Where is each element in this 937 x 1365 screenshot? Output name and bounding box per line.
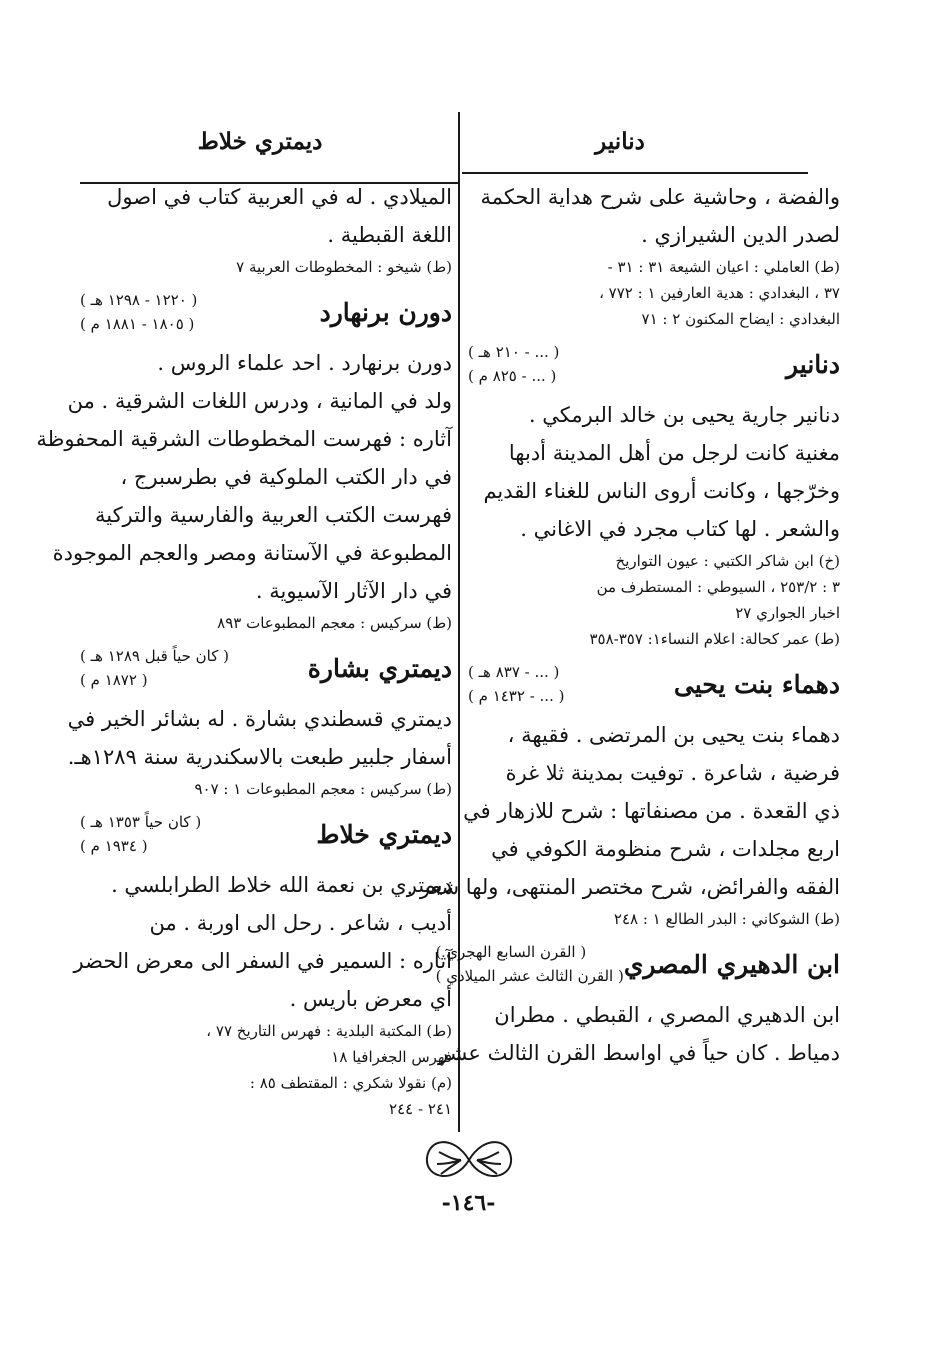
entry-name: ديمتري خلاط: [316, 819, 452, 849]
entry-dates: [468, 660, 564, 708]
gregorian-date: ( ١٩٣٤ م ): [80, 837, 148, 855]
text-line: أسفار جلبير طبعت بالاسكندرية سنة ١٢٨٩هـ.: [67, 745, 452, 769]
running-header-left: ديمتري خلاط: [197, 128, 323, 155]
gregorian-date: ( ١٨٧٢ م ): [80, 671, 148, 689]
text-line: فرضية ، شاعرة . توفيت بمدينة ثلا غرة: [505, 761, 840, 785]
right-column: [406, 178, 840, 1072]
entry-name: دورن برنهارد: [319, 297, 452, 327]
text-line: ديمتري قسطندي بشارة . له بشائر الخير في: [67, 707, 452, 731]
text-line: والفضة ، وحاشية على شرح هداية الحكمة: [480, 185, 840, 209]
text-line: ذي القعدة . من مصنفاتها : شرح للازهار في: [463, 799, 840, 823]
text-line: الفقه والفرائض، شرح مختصر المنتهى، ولها شعر .: [406, 875, 840, 899]
gregorian-date: ( القرن الثالث عشر الميلادي ): [435, 967, 624, 985]
text-line: اللغة القبطية .: [327, 223, 452, 247]
reference-line: ٣٧ ، البغدادي : هدية العارفين ١ : ٧٧٢ ،: [599, 284, 840, 302]
reference-line: فهرس الجغرافيا ١٨: [331, 1048, 452, 1066]
text-line: اربع مجلدات ، شرح منظومة الكوفي في: [491, 837, 840, 861]
text-line: مغنية كانت لرجل من أهل المدينة أدبها: [508, 441, 840, 465]
entry-heading: [468, 332, 840, 396]
text-line: أديب ، شاعر . رحل الى اوربة . من: [149, 911, 452, 935]
entry-heading: [468, 652, 840, 716]
reference-line: (خ) ابن شاكر الكتبي : عيون التواريخ: [615, 552, 840, 570]
hijri-date: ( ... - ٢١٠ هـ ): [468, 343, 560, 361]
entry-dates: [80, 288, 197, 336]
text-line: ابن الدهيري المصري ، القبطي . مطران: [494, 1003, 840, 1027]
entry-dates: [80, 810, 201, 858]
text-line: لصدر الدين الشيرازي .: [641, 223, 840, 247]
reference-line: (ط) العاملي : اعيان الشيعة ٣١ : ٣١ -: [607, 258, 840, 276]
text-line: الميلادي . له في العربية كتاب في اصول: [107, 185, 452, 209]
gregorian-date: ( ١٨٠٥ - ١٨٨١ م ): [80, 315, 195, 333]
text-line: دهماء بنت يحيى بن المرتضى . فقيهة ،: [507, 723, 840, 747]
text-line: آثاره : السمير في السفر الى معرض الحضر: [73, 949, 452, 973]
hijri-date: ( ١٢٢٠ - ١٢٩٨ هـ ): [80, 291, 198, 309]
reference-line: (ط) سركيس : معجم المطبوعات ٨٩٣: [217, 614, 452, 632]
entry-dates: [436, 940, 624, 988]
text-line: فهرست الكتب العربية والفارسية والتركية: [94, 503, 452, 527]
text-line: دمياط . كان حياً في اواسط القرن الثالث عشر: [438, 1041, 840, 1065]
header-rule-right: [462, 172, 808, 174]
entry-heading: [80, 802, 452, 866]
hijri-date: ( كان حياً قبل ١٢٨٩ هـ ): [80, 647, 230, 665]
entry-name: ابن الدهيري المصري: [623, 949, 840, 979]
page-number: -١٤٦-: [441, 1190, 496, 1216]
hijri-date: ( القرن السابع الهجري ): [435, 943, 587, 961]
reference-line: البغدادي : ايضاح المكنون ٢ : ٧١: [641, 310, 840, 328]
entry-dates: [468, 340, 559, 388]
text-line: والشعر . لها كتاب مجرد في الاغاني .: [520, 517, 840, 541]
text-line: في دار الآثار الآسيوية .: [255, 579, 452, 603]
hijri-date: ( ... - ٨٣٧ هـ ): [468, 663, 560, 681]
entry-dates: [80, 644, 229, 692]
entry-heading: [80, 636, 452, 700]
text-line: المطبوعة في الآستانة ومصر والعجم الموجودة: [52, 541, 452, 565]
hijri-date: ( كان حياً ١٣٥٣ هـ ): [80, 813, 202, 831]
reference-line: (ط) عمر كحالة: اعلام النساء١: ٣٥٧-٣٥٨: [589, 630, 840, 648]
reference-line: اخبار الجواري ٢٧: [735, 604, 840, 622]
reference-line: (ط) المكتبة البلدية : فهرس التاريخ ٧٧ ،: [206, 1022, 452, 1040]
text-line: دنانير جارية يحيى بن خالد البرمكي .: [528, 403, 840, 427]
entry-name: دهماء بنت يحيى: [673, 669, 840, 699]
left-column: [36, 178, 452, 1122]
gregorian-date: ( ... - ١٤٣٢ م ): [468, 687, 565, 705]
entry-heading: [80, 280, 452, 344]
reference-line: (ط) شيخو : المخطوطات العربية ٧: [236, 258, 452, 276]
reference-line: ٢٤١ - ٢٤٤: [389, 1100, 452, 1118]
reference-line: (ط) سركيس : معجم المطبوعات ١ : ٩٠٧: [194, 780, 452, 798]
text-line: أي معرض باريس .: [289, 987, 452, 1011]
text-line: في دار الكتب الملوكية في بطرسبرج ،: [120, 465, 452, 489]
reference-line: (م) نقولا شكري : المقتطف ٨٥ :: [249, 1074, 452, 1092]
entry-heading: [435, 932, 840, 996]
text-line: دورن برنهارد . احد علماء الروس .: [157, 351, 452, 375]
text-line: آثاره : فهرست المخطوطات الشرقية المحفوظة: [36, 427, 452, 451]
gregorian-date: ( ... - ٨٢٥ م ): [468, 367, 557, 385]
reference-line: ٣ : ٢٥٣/٢ ، السيوطي : المستطرف من: [596, 578, 840, 596]
text-line: ديمتري بن نعمة الله خلاط الطرابلسي .: [111, 873, 452, 897]
ornament-icon: [0, 1130, 937, 1194]
reference-line: (ط) الشوكاني : البدر الطالع ١ : ٢٤٨: [613, 910, 840, 928]
running-header-right: دنانير: [595, 128, 645, 155]
text-line: ولد في المانية ، ودرس اللغات الشرقية . من: [67, 389, 452, 413]
entry-name: دنانير: [785, 349, 840, 379]
text-line: وخرّجها ، وكانت أروى الناس للغناء القديم: [483, 479, 840, 503]
entry-name: ديمتري بشارة: [307, 653, 452, 683]
